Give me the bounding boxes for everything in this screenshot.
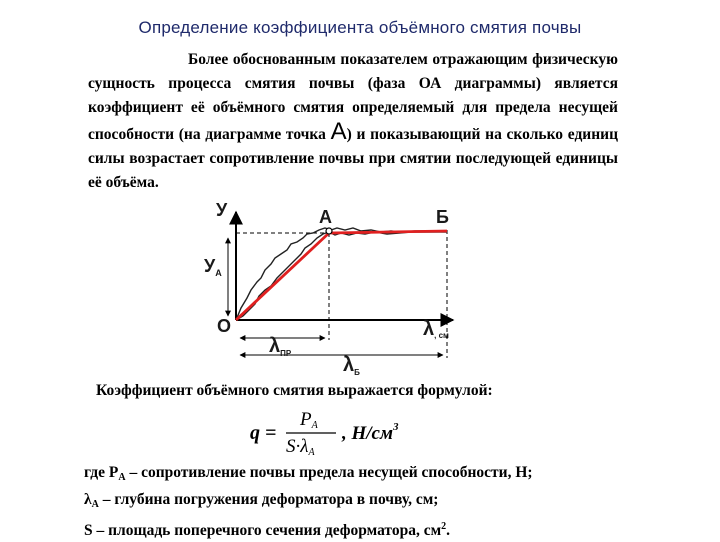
lambda-b-label — [343, 354, 360, 377]
formula-den-dot: · — [295, 436, 301, 457]
red-line-ab — [329, 231, 447, 233]
def-s-sup: 2 — [441, 521, 447, 532]
formula-lhs: q = — [250, 422, 277, 444]
def-lambda-text: – глубина погружения деформатора в почву, см; — [98, 491, 439, 508]
y-axis-label: У — [216, 200, 228, 220]
formula-units-text: , Н/см — [342, 423, 394, 444]
def-pa-sub: A — [118, 472, 126, 483]
definitions — [84, 462, 644, 542]
formula-num-sub: A — [311, 420, 318, 431]
definition-pa: где $P_A$ – сопротивление почвы предела несущей способности, Н; — [84, 464, 533, 483]
lambda-b-symbol: λ — [343, 354, 355, 376]
formula-numerator — [299, 409, 319, 431]
description-paragraph — [88, 48, 618, 195]
definition-s — [84, 516, 644, 542]
formula-denominator — [286, 436, 315, 457]
paragraph-part-1: Более обоснованным показателем отражающим физическую сущность процесса смятия почвы (фаза ОА диаграммы) является коэффициент её объёмного смятия определяемый для предела несущей способности (на диаграмме точка — [88, 51, 618, 143]
x-axis-symbol: λ — [423, 318, 435, 340]
ya-label — [204, 256, 222, 278]
formula-den-lambda: λ — [300, 436, 309, 457]
point-a-marker — [326, 228, 332, 234]
def-lambda-symbol: λ — [84, 491, 92, 508]
origin-label: О — [217, 316, 232, 336]
def-s-text: – площадь поперечного сечения деформатора, см — [92, 522, 442, 539]
formula-units-sup: 3 — [393, 421, 399, 433]
point-a-letter: А — [330, 118, 347, 145]
def-s-symbol: S — [84, 522, 93, 539]
red-line-oa — [236, 233, 329, 320]
formula-den-sub: A — [308, 447, 315, 457]
lambda-pr-symbol: λ — [269, 335, 281, 357]
formula-num-symbol: P — [300, 409, 312, 430]
def-pa-symbol: P — [108, 464, 119, 481]
paragraph-part-2: ) и показывающий на сколько единиц силы возрастает сопротивление почвы при смятии последующей единицы её объёма. — [88, 126, 619, 191]
measured-curve-2 — [236, 232, 447, 320]
lambda-b-sub: Б — [354, 368, 360, 377]
x-axis-label — [423, 318, 449, 340]
ya-label-main: У — [204, 256, 216, 276]
formula — [250, 405, 440, 457]
slide-title: Определение коэффициента объёмного смятия почвы — [138, 18, 582, 37]
formula-units — [341, 421, 399, 444]
point-a-label: А — [319, 207, 332, 227]
measured-curve-1 — [236, 228, 447, 320]
def-s-tail: . — [446, 522, 451, 539]
formula-intro: Коэффициент объёмного смятия выражается формулой: — [96, 382, 493, 399]
def-lambda-sub: A — [91, 499, 99, 510]
lambda-pr-sub: ПР — [280, 349, 292, 358]
def-pa-text: – сопротивление почвы предела несущей способности, Н; — [125, 464, 533, 481]
point-b-label: Б — [436, 207, 449, 227]
definition-lambda — [84, 489, 644, 516]
ya-label-sub: А — [215, 268, 222, 278]
x-axis-unit: , см — [434, 331, 449, 340]
formula-den-s: S — [286, 436, 296, 457]
soil-compression-diagram — [195, 200, 465, 380]
